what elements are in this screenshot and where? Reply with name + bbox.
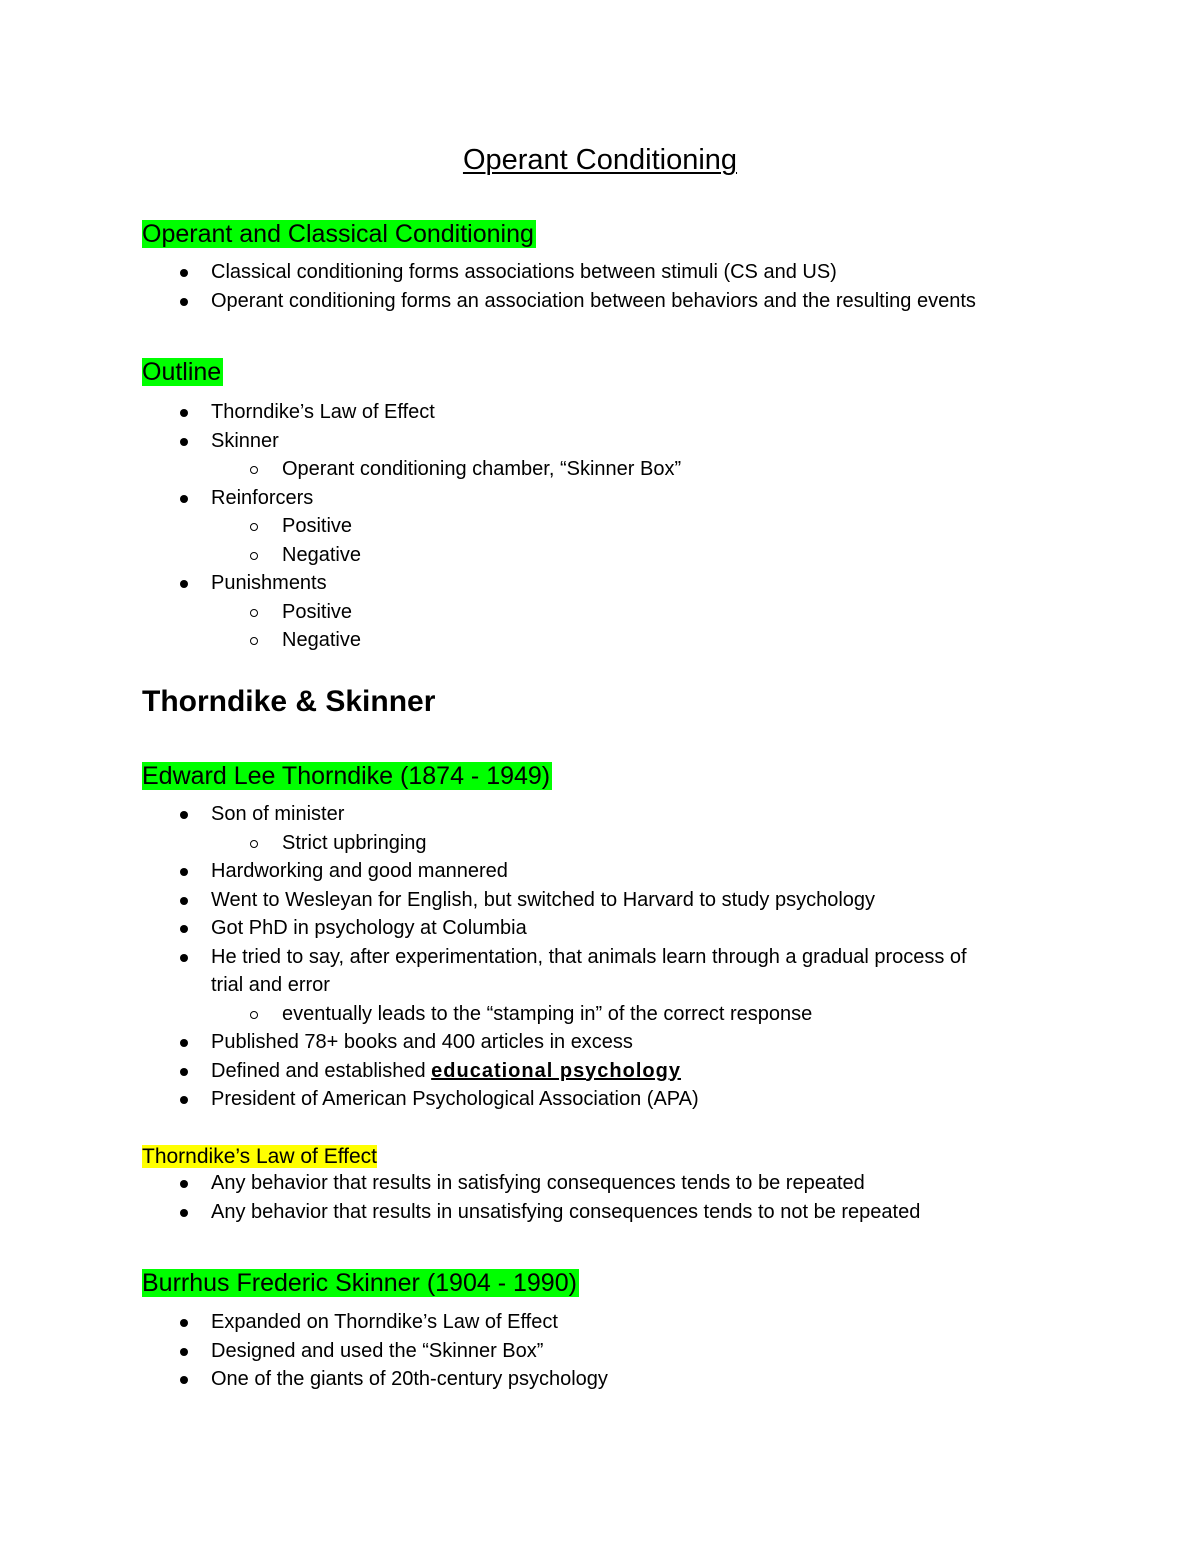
list-item: Punishments <box>142 569 1052 598</box>
bullet-icon <box>180 438 188 446</box>
list-item: Hardworking and good mannered <box>142 857 1052 886</box>
list-item: Positive <box>142 512 1052 541</box>
document-title <box>0 141 1200 179</box>
list-item: Classical conditioning forms associations between stimuli (CS and US) <box>142 258 1052 287</box>
bullet-icon <box>180 1376 188 1384</box>
bullet-icon <box>180 811 188 819</box>
list-item: Defined and established educational psychology <box>142 1057 1052 1086</box>
list-skinner <box>142 1308 1052 1394</box>
bullet-icon <box>180 580 188 588</box>
list-item: Son of minister <box>142 800 1052 829</box>
bullet-icon <box>180 1209 188 1217</box>
list-item: eventually leads to the “stamping in” of the correct response <box>142 1000 1052 1029</box>
bullet-icon <box>180 409 188 417</box>
list-operant-classical <box>142 258 1052 315</box>
bullet-icon <box>180 1068 188 1076</box>
heading-thorndike: Edward Lee Thorndike (1874 - 1949) <box>142 762 551 790</box>
list-item: Went to Wesleyan for English, but switched to Harvard to study psychology <box>142 886 1052 915</box>
list-item: Any behavior that results in satisfying consequences tends to be repeated <box>142 1169 1052 1198</box>
list-item: Strict upbringing <box>142 829 1052 858</box>
hollow-bullet-icon <box>250 637 258 645</box>
bullet-icon <box>180 1096 188 1104</box>
list-outline <box>142 398 1052 655</box>
document-title-text: Operant Conditioning <box>462 144 738 176</box>
list-item: Operant conditioning forms an association between behaviors and the resulting events <box>142 287 1052 316</box>
list-item: President of American Psychological Association (APA) <box>142 1085 1052 1114</box>
list-item: Positive <box>142 598 1052 627</box>
bullet-icon <box>180 897 188 905</box>
hollow-bullet-icon <box>250 609 258 617</box>
list-item: Thorndike’s Law of Effect <box>142 398 1052 427</box>
list-thorndike <box>142 800 1052 1114</box>
bullet-icon <box>180 1348 188 1356</box>
bullet-icon <box>180 1039 188 1047</box>
hollow-bullet-icon <box>250 552 258 560</box>
hollow-bullet-icon <box>250 840 258 848</box>
bullet-icon <box>180 495 188 503</box>
bullet-icon <box>180 925 188 933</box>
section-title: Thorndike & Skinner <box>142 685 436 718</box>
hollow-bullet-icon <box>250 466 258 474</box>
bullet-icon <box>180 868 188 876</box>
list-item: Expanded on Thorndike’s Law of Effect <box>142 1308 1052 1337</box>
hollow-bullet-icon <box>250 1011 258 1019</box>
list-item: Skinner <box>142 427 1052 456</box>
bullet-icon <box>180 269 188 277</box>
heading-operant-classical: Operant and Classical Conditioning <box>142 220 534 248</box>
list-item: Got PhD in psychology at Columbia <box>142 914 1052 943</box>
bullet-icon <box>180 298 188 306</box>
list-item: One of the giants of 20th-century psychology <box>142 1365 1052 1394</box>
list-item: Published 78+ books and 400 articles in excess <box>142 1028 1052 1057</box>
list-item: He tried to say, after experimentation, that animals learn through a gradual process of trial and error <box>142 943 1052 1000</box>
bullet-icon <box>180 1319 188 1327</box>
list-item: Any behavior that results in unsatisfying consequences tends to not be repeated <box>142 1198 1052 1227</box>
list-item: Operant conditioning chamber, “Skinner Box” <box>142 455 1052 484</box>
heading-outline: Outline <box>142 358 222 386</box>
heading-law-of-effect: Thorndike’s Law of Effect <box>142 1145 378 1168</box>
list-item: Reinforcers <box>142 484 1052 513</box>
bullet-icon <box>180 1180 188 1188</box>
list-item: Designed and used the “Skinner Box” <box>142 1337 1052 1366</box>
list-item: Negative <box>142 626 1052 655</box>
list-law-of-effect <box>142 1169 1052 1226</box>
hollow-bullet-icon <box>250 523 258 531</box>
bullet-icon <box>180 954 188 962</box>
heading-skinner: Burrhus Frederic Skinner (1904 - 1990) <box>142 1269 577 1297</box>
emphasized-term: educational psychology <box>431 1059 681 1082</box>
list-item: Negative <box>142 541 1052 570</box>
